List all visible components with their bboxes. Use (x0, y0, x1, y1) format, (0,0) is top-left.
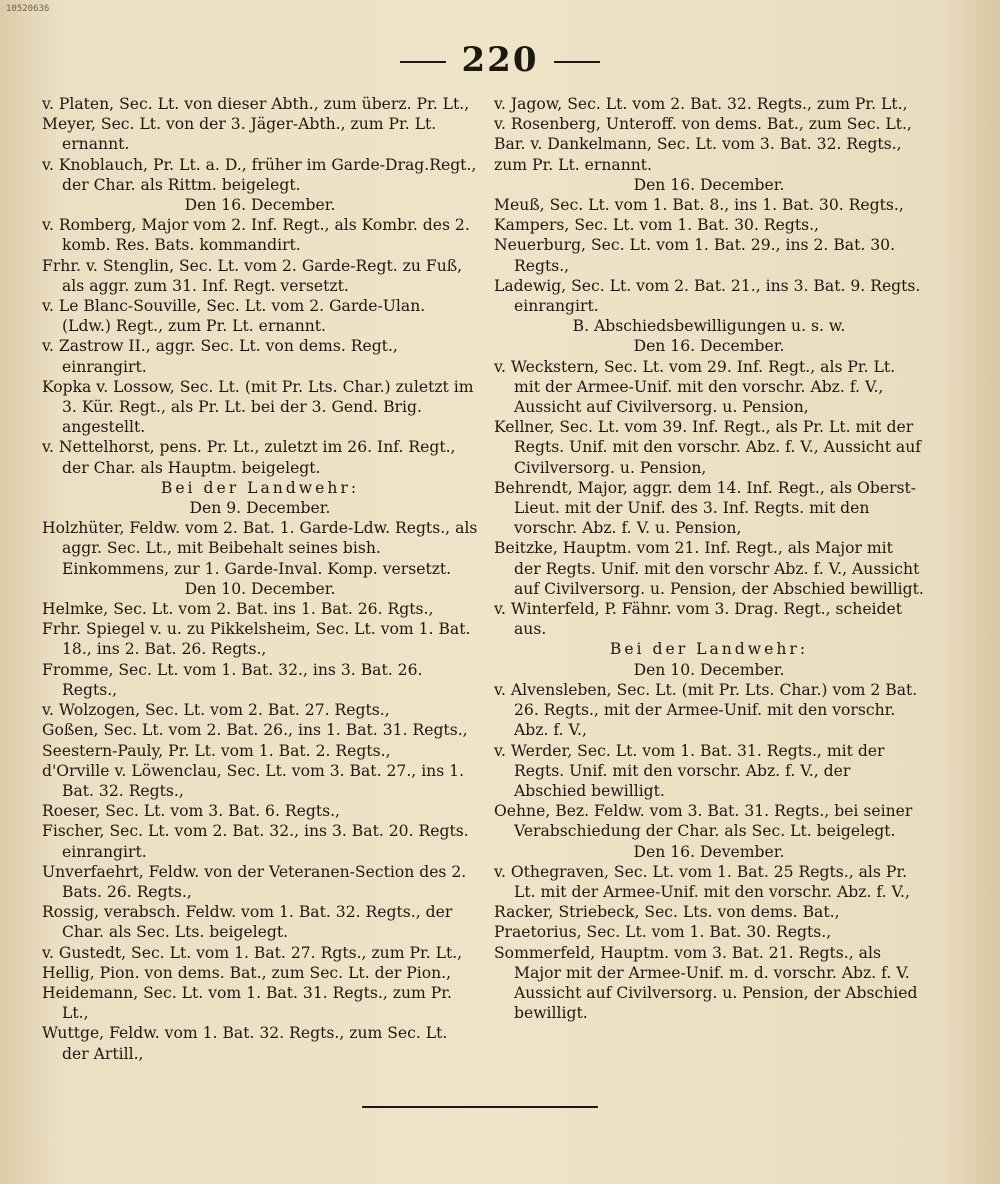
personnel-entry: Frhr. Spiegel v. u. zu Pikkelsheim, Sec. Lt. vom 1. Bat. 18., ins 2. Bat. 26. Regts., (42, 620, 471, 659)
personnel-entry: Heidemann, Sec. Lt. vom 1. Bat. 31. Regts., zum Pr. Lt., (42, 983, 452, 1023)
header-dash-right (554, 61, 600, 63)
personnel-entry: Wuttge, Feldw. vom 1. Bat. 32. Regts., zum Sec. Lt. der Artill., (42, 1024, 448, 1063)
section-heading: Den 16. December. (184, 196, 336, 215)
personnel-entry: Ladewig, Sec. Lt. vom 2. Bat. 21., ins 3. Bat. 9. Regts. einrangirt. (494, 276, 921, 316)
personnel-entry: d'Orville v. Löwenclau, Sec. Lt. vom 3. Bat. 27., ins 1. Bat. 32. Regts., (42, 761, 465, 800)
personnel-entry: Helmke, Sec. Lt. vom 2. Bat. ins 1. Bat. 26. Rgts., (42, 600, 434, 619)
personnel-entry: v. Winterfeld, P. Fähnr. vom 3. Drag. Regt., scheidet aus. (494, 600, 903, 639)
personnel-entry: v. Rosenberg, Unteroff. von dems. Bat., zum Sec. Lt., (494, 115, 912, 134)
personnel-entry: v. Knoblauch, Pr. Lt. a. D., früher im Garde-Drag.Regt., der Char. als Rittm. beigelegt. (42, 155, 477, 194)
personnel-entry: v. Jagow, Sec. Lt. vom 2. Bat. 32. Regts., zum Pr. Lt., (494, 95, 908, 113)
personnel-entry: Holzhüter, Feldw. vom 2. Bat. 1. Garde-Ldw. Regts., als aggr. Sec. Lt., mit Beibehalt seines bish. Einkommens, zur 1. Garde-Inval. Komp. versetzt. (42, 519, 478, 578)
personnel-entry: Behrendt, Major, aggr. dem 14. Inf. Regt., als Oberst-Lieut. mit der Unif. des 3. Inf. Regts. mit den vorschr. Abz. f. V. u. Pension, (494, 478, 917, 538)
personnel-entry: Bar. v. Dankelmann, Sec. Lt. vom 3. Bat. 32. Regts., zum Pr. Lt. ernannt. (494, 135, 902, 174)
personnel-entry: Fromme, Sec. Lt. vom 1. Bat. 32., ins 3. Bat. 26. Regts., (42, 660, 423, 699)
personnel-entry: v. Werder, Sec. Lt. vom 1. Bat. 31. Regts., mit der Regts. Unif. mit den vorschr. Abz. f. V., der Abschied bewilligt. (494, 741, 885, 800)
page-header (0, 40, 1000, 80)
personnel-entry: v. Romberg, Major vom 2. Inf. Regt., als Kombr. des 2. komb. Res. Bats. kommandirt. (42, 216, 470, 255)
personnel-entry: Kellner, Sec. Lt. vom 39. Inf. Regt., als Pr. Lt. mit der Regts. Unif. mit den vorschr. Abz. f. V., Aussicht auf Civilversorg. u. Pension, (494, 418, 922, 477)
personnel-entry: Hellig, Pion. von dems. Bat., zum Sec. Lt. der Pion., (42, 963, 452, 982)
personnel-entry: Praetorius, Sec. Lt. vom 1. Bat. 30. Regts., (494, 923, 832, 942)
personnel-entry: v. Zastrow II., aggr. Sec. Lt. von dems. Regt., einrangirt. (42, 337, 398, 376)
personnel-entry: Meyer, Sec. Lt. von der 3. Jäger-Abth., zum Pr. Lt. ernannt. (42, 115, 437, 154)
section-heading: Den 10. December. (184, 579, 336, 598)
personnel-entry: Roeser, Sec. Lt. vom 3. Bat. 6. Regts., (42, 802, 341, 821)
personnel-entry: Rossig, verabsch. Feldw. vom 1. Bat. 32. Regts., der Char. als Sec. Lts. beigelegt. (42, 903, 453, 942)
closing-rule (362, 1106, 598, 1108)
header-dash-left (400, 61, 446, 63)
personnel-entry: Frhr. v. Stenglin, Sec. Lt. vom 2. Garde-Regt. zu Fuß, als aggr. zum 31. Inf. Regt. versetzt. (42, 256, 463, 295)
personnel-entry: v. Wolzogen, Sec. Lt. vom 2. Bat. 27. Regts., (42, 701, 390, 720)
personnel-entry: Fischer, Sec. Lt. vom 2. Bat. 32., ins 3. Bat. 20. Regts. einrangirt. (42, 822, 469, 861)
personnel-entry: v. Gustedt, Sec. Lt. vom 1. Bat. 27. Rgts., zum Pr. Lt., (42, 943, 463, 962)
section-heading: Den 16. December. (633, 337, 785, 356)
section-heading: Den 10. December. (633, 660, 785, 679)
archive-stamp: 10520636 (6, 4, 50, 14)
personnel-entry: v. Nettelhorst, pens. Pr. Lt., zuletzt im 26. Inf. Regt., der Char. als Hauptm. beigelegt. (42, 438, 456, 477)
left-column (42, 94, 478, 1064)
section-heading: Bei der Landwehr: (609, 640, 809, 659)
personnel-entry: Meuß, Sec. Lt. vom 1. Bat. 8., ins 1. Bat. 30. Regts., (494, 196, 904, 215)
personnel-entry: Unverfaehrt, Feldw. von der Veteranen-Section des 2. Bats. 26. Regts., (42, 862, 467, 901)
personnel-entry: Kopka v. Lossow, Sec. Lt. (mit Pr. Lts. Char.) zuletzt im 3. Kür. Regt., als Pr. Lt. bei der 3. Gend. Brig. angestellt. (42, 377, 474, 437)
personnel-entry: v. Le Blanc-Souville, Sec. Lt. vom 2. Garde-Ulan. (Ldw.) Regt., zum Pr. Lt. ernannt. (42, 297, 426, 336)
personnel-entry: v. Platen, Sec. Lt. von dieser Abth., zum überz. Pr. Lt., (42, 95, 470, 113)
section-heading: Bei der Landwehr: (160, 478, 360, 497)
section-heading: Den 16. December. (633, 175, 785, 194)
personnel-entry: Racker, Striebeck, Sec. Lts. von dems. Bat., (494, 903, 840, 922)
personnel-entry: v. Othegraven, Sec. Lt. vom 1. Bat. 25 Regts., als Pr. Lt. mit der Armee-Unif. mit den vorschr. Abz. f. V., (494, 862, 910, 901)
personnel-entry: Seestern-Pauly, Pr. Lt. vom 1. Bat. 2. Regts., (42, 741, 391, 760)
personnel-entry: Neuerburg, Sec. Lt. vom 1. Bat. 29., ins 2. Bat. 30. Regts., (494, 236, 896, 275)
personnel-entry: Sommerfeld, Hauptm. vom 3. Bat. 21. Regts., als Major mit der Armee-Unif. m. d. vorschr. Abz. f. V. Aussicht auf Civilversorg. u. Pension, der Abschied bewilligt. (494, 943, 918, 1023)
personnel-entry: v. Alvensleben, Sec. Lt. (mit Pr. Lts. Char.) vom 2 Bat. 26. Regts., mit der Armee-Unif. mit den vorschr. Abz. f. V., (494, 680, 918, 740)
section-heading: Den 9. December. (189, 499, 331, 518)
section-heading: Den 16. Devember. (633, 842, 785, 861)
personnel-entry: Kampers, Sec. Lt. vom 1. Bat. 30. Regts., (494, 216, 820, 235)
right-column (494, 94, 924, 1023)
section-heading: B. Abschiedsbewilligungen u. s. w. (572, 317, 846, 336)
personnel-entry: Oehne, Bez. Feldw. vom 3. Bat. 31. Regts., bei seiner Verabschiedung der Char. als Sec. Lt. beigelegt. (494, 802, 913, 841)
personnel-entry: v. Weckstern, Sec. Lt. vom 29. Inf. Regt., als Pr. Lt. mit der Armee-Unif. mit den vorschr. Abz. f. V., Aussicht auf Civilversorg. u. Pension, (494, 357, 896, 417)
page-number: 220 (461, 40, 539, 80)
personnel-entry: Goßen, Sec. Lt. vom 2. Bat. 26., ins 1. Bat. 31. Regts., (42, 721, 468, 740)
personnel-entry: Beitzke, Hauptm. vom 21. Inf. Regt., als Major mit der Regts. Unif. mit den vorschr Abz. f. V., Aussicht auf Civilversorg. u. Pension, der Abschied bewilligt. (494, 539, 924, 598)
